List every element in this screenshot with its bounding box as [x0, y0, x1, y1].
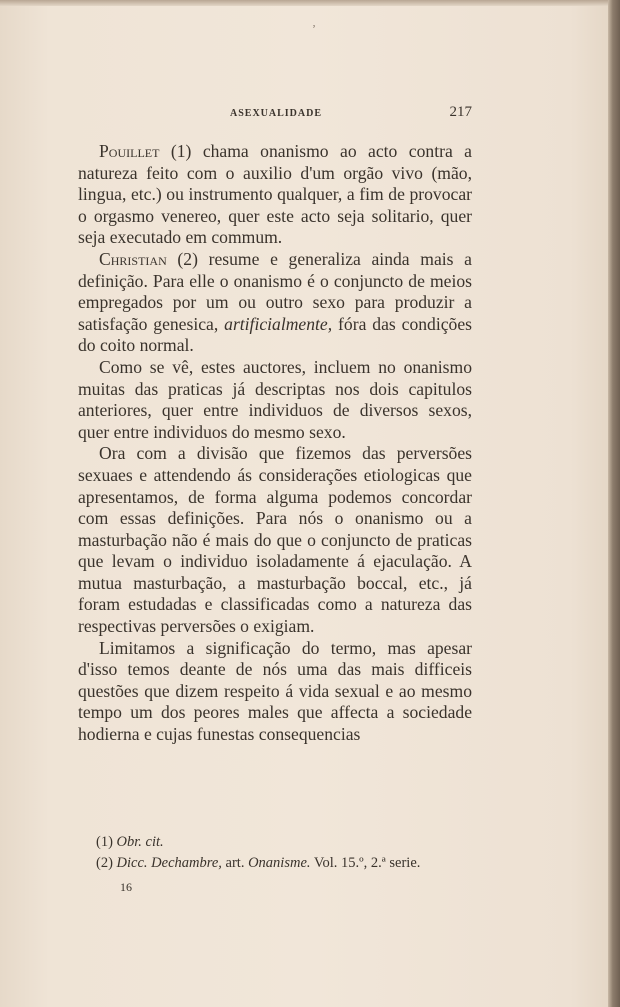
page-right-edge	[608, 0, 620, 1007]
footnote-2: (2) Dicc. Dechambre, art. Onanisme. Vol. 15.º, 2.ª serie.	[96, 855, 421, 871]
ink-speck: ʼ	[312, 22, 316, 36]
author-name: Christian	[99, 248, 167, 269]
page-top-edge	[0, 0, 620, 6]
page-header	[78, 104, 472, 124]
paragraph-2: Christian (2) resume e generaliza ainda mais a definição. Para elle o onanismo é o conjuncto de meios empregados por um ou outro sexo para produzir a satisfação genesica, artificialmente, fóra das condições do coito normal.	[78, 248, 472, 356]
author-name: Pouillet	[99, 141, 160, 161]
paragraph-5: Limitamos a significação do termo, mas apesar d'isso temos deante de nós uma das mais difficeis questões que dizem respeito á vida sexual e ao mesmo tempo um dos peores males que affecta a sociedade hodierna e cujas funestas consequencias	[78, 637, 472, 745]
signature-mark: 16	[120, 880, 132, 894]
body-text	[78, 141, 472, 746]
running-head: ASEXUALIDADE	[230, 108, 323, 119]
paragraph-3: Como se vê, estes auctores, incluem no onanismo muitas das praticas já descriptas nos dois capitulos anteriores, quer entre individuos de diversos sexos, quer entre individuos do mesmo sexo.	[78, 356, 472, 442]
footnotes	[96, 832, 472, 874]
paragraph-1: Pouillet (1) chama onanismo ao acto contra a natureza feito com o auxilio d'um orgão vivo (mão, lingua, etc.) ou instrumento qualquer, a fim de provocar o orgasmo venereo, quer este acto seja solitario, quer seja executado em commum.	[78, 141, 472, 248]
page-number: 217	[449, 104, 472, 120]
paragraph-4: Ora com a divisão que fizemos das perversões sexuaes e attendendo ás considerações etiologicas que apresentamos, de forma alguma podemos concordar com essas definições. Para nós o onanismo ou a masturbação não é mais do que o conjuncto de praticas que levam o individuo isoladamente á ejaculação. A mutua masturbação, a masturbação boccal, etc., já foram estudadas e classificadas como a natureza das respectivas perversões o exigiam.	[78, 443, 472, 637]
footnote-1: (1) Obr. cit.	[96, 834, 164, 850]
